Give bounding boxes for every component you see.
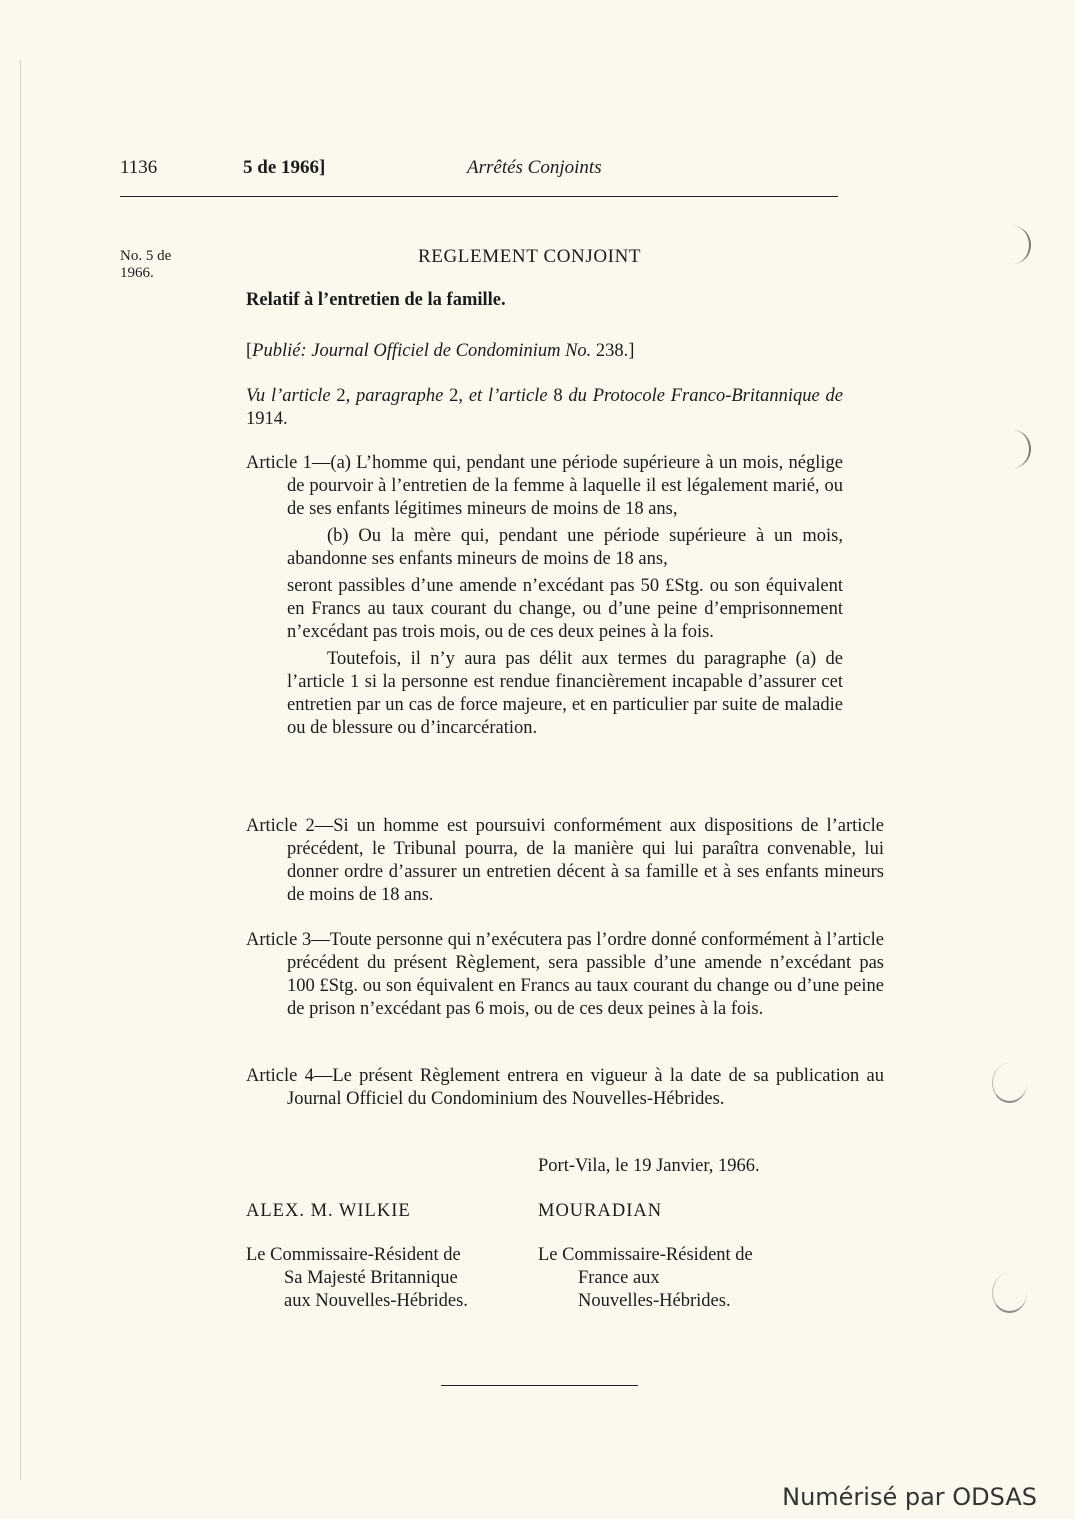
place-date: Port-Vila, le 19 Janvier, 1966. [538,1156,760,1176]
binder-hole-mark [995,226,1031,264]
closing-rule [441,1385,638,1386]
preamble-num4: 1914. [246,409,288,429]
article-1-penalty: seront passibles d’une amende n’excédant pas 50 £Stg. ou son équivalent en Francs au taux courant du change, ou d’une peine d’emprisonnement n’excédant pas trois mois, ou de ces deux peines à la fois. [287,576,843,642]
margin-note-line1: No. 5 de [120,248,172,264]
publication-source: Publié: Journal Officiel de Condominium No. [252,341,592,361]
margin-note [120,248,171,282]
article-1-b: (b) Ou la mère qui, pendant une période supérieure à un mois, abandonne ses enfants mineurs de moins de 18 ans, [287,526,843,569]
scan-edge-line [20,60,21,1480]
signatory-title-line3: aux Nouvelles-Hébrides. [284,1291,468,1311]
subtitle: Relatif à l’entretien de la famille. [246,290,506,310]
binder-hole-mark [995,430,1031,468]
signatory-french [538,1200,753,1313]
publication-note [246,340,634,363]
signatory-name: MOURADIAN [538,1201,663,1221]
binder-hole-mark [992,1273,1027,1313]
running-title: Arrêtés Conjoints [467,157,602,178]
preamble-part3: et l’article [468,386,548,406]
preamble [246,385,843,431]
signatory-title-line1: Le Commissaire-Résident de [538,1245,753,1265]
article-3: Article 3—Toute personne qui n’exécutera pas l’ordre donné conformément à l’article précédent du présent Règlement, sera passible d’une amende n’excédant pas 100 £Stg. ou son équivalent en Francs au taux courant du change ou d’une peine de prison n’excédant pas 6 mois, ou de ces deux peines à la fois. [246,930,884,1019]
article-2: Article 2—Si un homme est poursuivi conformément aux dispositions de l’article précédent, le Tribunal pourra, de la manière qui lui paraîtra convenable, lui donner ordre d’assurer un entretien décent à sa famille et à ses enfants mineurs de moins de 18 ans. [246,816,884,905]
signatory-title-line2: Sa Majesté Britannique [284,1268,458,1288]
preamble-part4: du Protocole Franco-Britannique de [568,386,843,406]
digitization-watermark: Numérisé par ODSAS [782,1483,1037,1511]
preamble-part1: Vu l’article [246,386,331,406]
margin-note-line2: 1966. [120,265,154,281]
binder-hole-mark [992,1063,1027,1103]
preamble-part2: paragraphe [356,386,444,406]
page-number: 1136 [120,157,158,178]
article-1-a: Article 1—(a) L’homme qui, pendant une période supérieure à un mois, néglige de pourvoir à l’entretien de la femme à laquelle il est légalement marié, ou de ses enfants légitimes mineurs de moins de 18 ans, [246,453,843,519]
document-reference: 5 de 1966] [243,157,326,178]
publication-open: [ [246,341,253,361]
signatory-title-line1: Le Commissaire-Résident de [246,1245,461,1265]
article-1 [246,452,843,740]
preamble-num3: 8 [547,386,569,406]
signatory-name: ALEX. M. WILKIE [246,1201,411,1221]
signatory-title-line3: Nouvelles-Hébrides. [578,1291,731,1311]
document-title: REGLEMENT CONJOINT [418,246,642,267]
article-1-exception: Toutefois, il n’y aura pas délit aux termes du paragraphe (a) de l’article 1 si la personne est rendue financièrement incapable d’assurer cet entretien par un cas de force majeure, et en particulier par suite de maladie ou de blessure ou d’incarcération. [287,649,843,738]
preamble-num2: 2, [443,386,469,406]
article-4: Article 4—Le présent Règlement entrera en vigueur à la date de sa publication au Journal Officiel du Condominium des Nouvelles-Hébrides. [246,1066,884,1109]
preamble-num1: 2, [330,386,357,406]
signatory-title-line2: France aux [578,1268,660,1288]
signatory-british [246,1200,468,1313]
header-rule [120,196,838,197]
publication-number: 238.] [591,341,635,361]
